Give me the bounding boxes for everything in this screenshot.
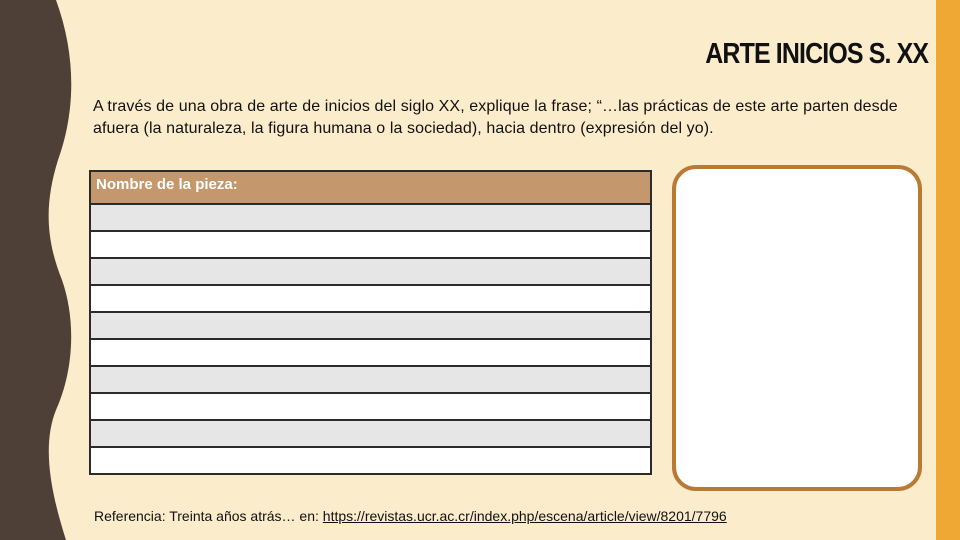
table-cell[interactable] <box>90 393 651 420</box>
table-row[interactable] <box>90 366 651 393</box>
table-cell[interactable] <box>90 204 651 231</box>
table-row[interactable] <box>90 285 651 312</box>
left-wavy-band <box>0 0 80 540</box>
table-cell[interactable] <box>90 339 651 366</box>
table-header-row <box>90 171 651 204</box>
reference-label: Referencia: Treinta años atrás… en: <box>94 508 323 524</box>
table-cell[interactable] <box>90 258 651 285</box>
reference-link[interactable]: https://revistas.ucr.ac.cr/index.php/escena/article/view/8201/7796 <box>322 508 727 524</box>
table-row[interactable] <box>90 393 651 420</box>
table-row[interactable] <box>90 312 651 339</box>
table-cell[interactable] <box>90 366 651 393</box>
table-row[interactable] <box>90 204 651 231</box>
table-header-cell: Nombre de la pieza: <box>90 171 651 204</box>
table-row[interactable] <box>90 339 651 366</box>
table-row[interactable] <box>90 258 651 285</box>
table-cell[interactable] <box>90 447 651 474</box>
table-cell[interactable] <box>90 312 651 339</box>
table-cell[interactable] <box>90 231 651 258</box>
reference-line <box>94 508 727 524</box>
table-row[interactable] <box>90 420 651 447</box>
page-title: ARTE INICIOS S. XX <box>705 38 928 70</box>
table-cell[interactable] <box>90 420 651 447</box>
table-cell[interactable] <box>90 285 651 312</box>
table-row[interactable] <box>90 231 651 258</box>
image-placeholder-frame[interactable] <box>672 165 922 491</box>
table-row[interactable] <box>90 447 651 474</box>
instructions-text: A través de una obra de arte de inicios del siglo XX, explique la frase; “…las prácticas de este arte parten desde afuera (la naturaleza, la figura humana o la sociedad), hacia dentro (expresión del yo). <box>93 98 898 137</box>
answer-table <box>89 170 652 475</box>
right-accent-band <box>936 0 960 540</box>
